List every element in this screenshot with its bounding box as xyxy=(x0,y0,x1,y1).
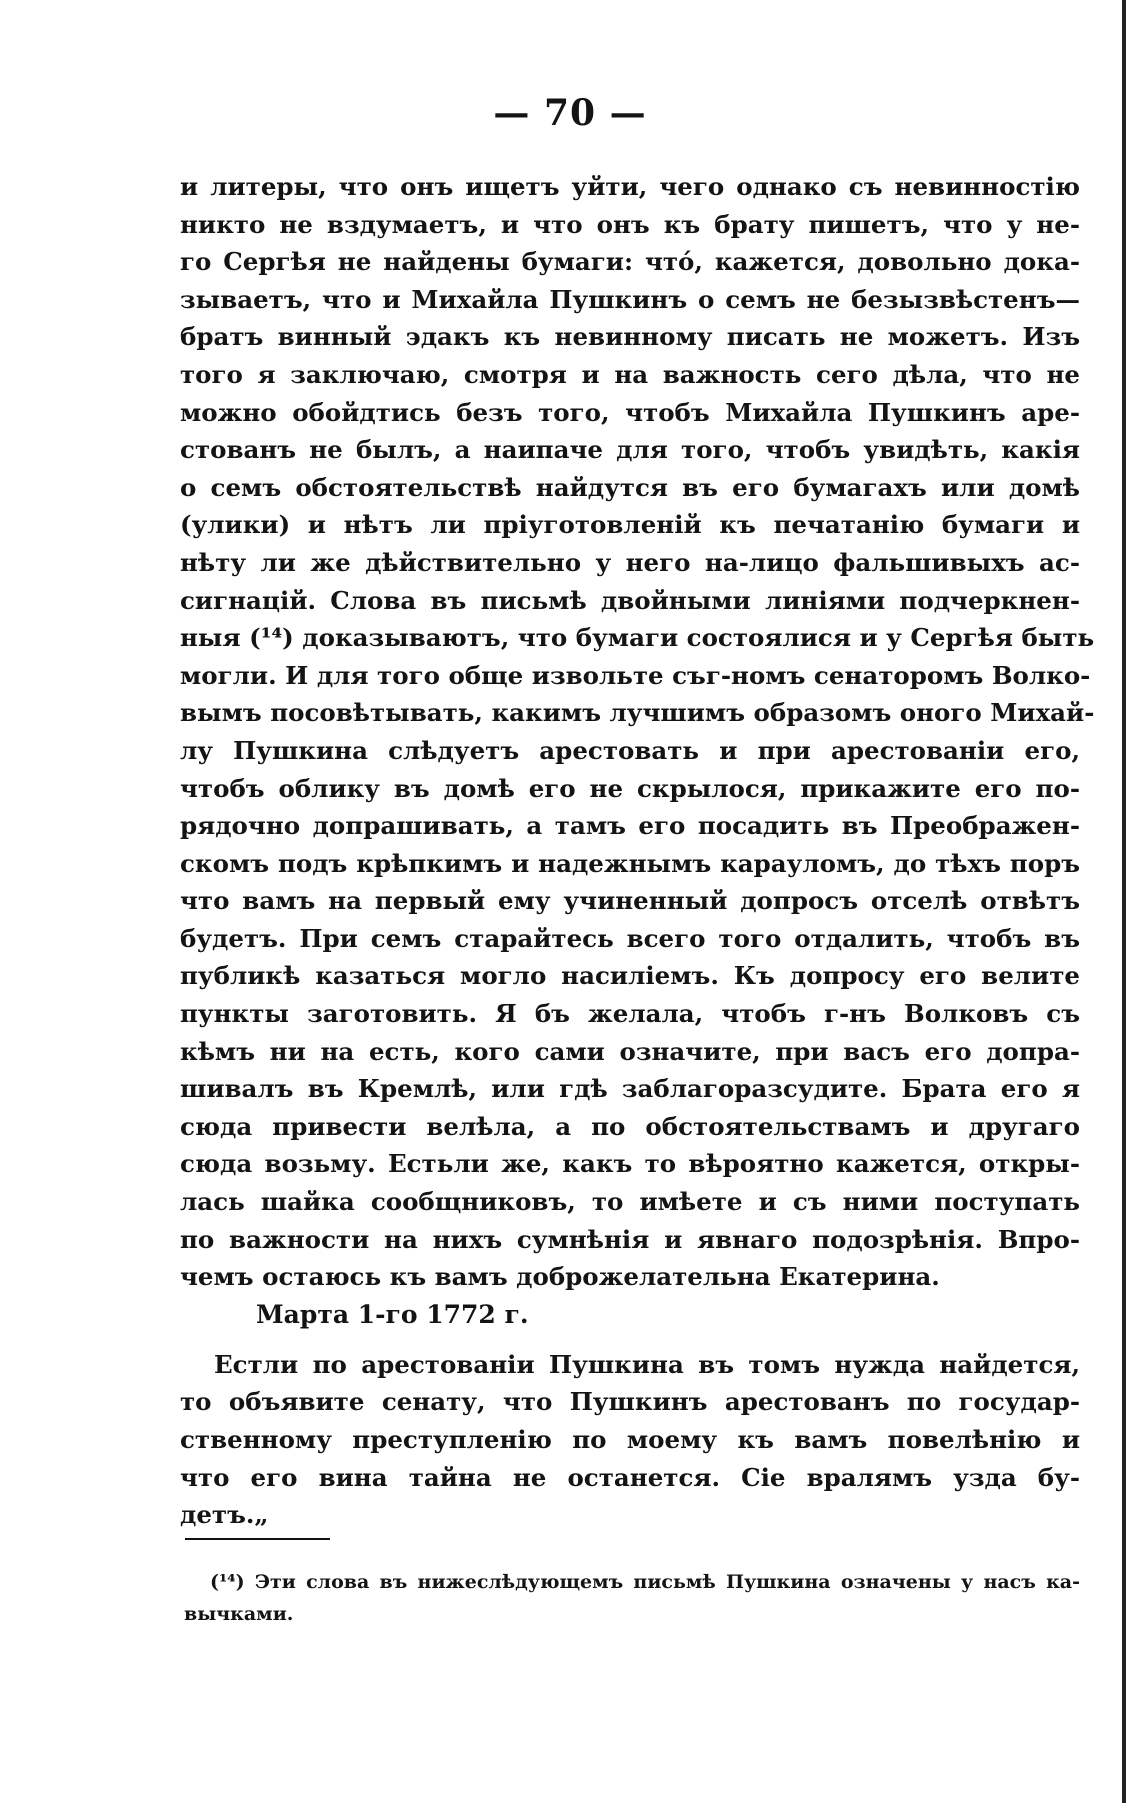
body-line: кѣмъ ни на есть, кого сами означите, при васъ его допра- xyxy=(180,1036,1080,1066)
body-line: можно обойдтись безъ того, чтобъ Михайла Пушкинъ аре- xyxy=(180,397,1080,427)
body-line: и литеры, что онъ ищетъ уйти, чего однако съ невинностію xyxy=(180,172,1080,201)
footnote xyxy=(184,1566,1080,1630)
body-line: лу Пушкина слѣдуетъ арестовать и при арестованіи его, xyxy=(180,735,1080,765)
footnote-line: вычками. xyxy=(184,1603,294,1625)
postscript-line: то объявите сенату, что Пушкинъ арестованъ по государ- xyxy=(180,1387,1080,1417)
body-line: того я заключаю, смотря и на важность сего дѣла, что не xyxy=(180,359,1080,389)
body-line: рядочно допрашивать, а тамъ его посадить въ Преображен- xyxy=(180,811,1080,841)
body-line: что вамъ на первый ему учиненный допросъ отселѣ отвѣтъ xyxy=(180,886,1080,916)
body-line: пункты заготовить. Я бъ желала, чтобъ г-нъ Волковъ съ xyxy=(180,999,1080,1029)
body-line: сюда привести велѣла, а по обстоятельствамъ и другаго xyxy=(180,1111,1080,1141)
body-line: будетъ. При семъ старайтесь всего того отдалить, чтобъ въ xyxy=(180,923,1080,953)
body-line: шивалъ въ Кремлѣ, или гдѣ заблагоразсудите. Брата его я xyxy=(180,1074,1080,1104)
body-line: скомъ подъ крѣпкимъ и надежнымъ карауломъ, до тѣхъ поръ xyxy=(180,848,1080,878)
body-line: зываетъ, что и Михайла Пушкинъ о семъ не безызвѣстенъ— xyxy=(180,284,1080,314)
body-line: братъ винный эдакъ къ невинному писать не можетъ. Изъ xyxy=(180,322,1080,352)
body-line: могли. И для того обще извольте съг-номъ сенаторомъ Волко- xyxy=(180,660,1091,690)
body-line: го Сергѣя не найдены бумаги: что́, кажется, довольно дока- xyxy=(180,247,1080,277)
body-line: чтобъ облику въ домѣ его не скрылося, прикажите его по- xyxy=(180,773,1080,803)
body-line: никто не вздумаетъ, и что онъ къ брату пишетъ, что у не- xyxy=(180,209,1080,239)
body-line: (улики) и нѣтъ ли пріуготовленій къ печатанію бумаги и xyxy=(180,510,1080,540)
body-line: вымъ посовѣтывать, какимъ лучшимъ образомъ оного Михай- xyxy=(180,698,1095,728)
body-line: лась шайка сообщниковъ, то имѣете и съ ними поступать xyxy=(180,1187,1080,1217)
footnote-rule xyxy=(185,1538,330,1540)
body-line: ныя (¹⁴) доказываютъ, что бумаги состоялися и у Сергѣя быть xyxy=(180,623,1095,653)
body-line: стованъ не былъ, а наипаче для того, чтобъ увидѣть, какія xyxy=(180,435,1080,465)
postscript xyxy=(180,1346,1080,1534)
postscript-line: детъ.„ xyxy=(180,1500,269,1530)
postscript-line: Естли по арестованіи Пушкина въ томъ нужда найдется, xyxy=(214,1349,1080,1379)
footnote-line: (¹⁴) Эти слова въ нижеслѣдующемъ письмѣ Пушкина означены у насъ ка- xyxy=(210,1571,1080,1593)
body-line: сигнацій. Слова въ письмѣ двойными линіями подчеркнен- xyxy=(180,585,1080,615)
body-line: сюда возьму. Естьли же, какъ то вѣроятно кажется, откры- xyxy=(180,1149,1080,1179)
body-line: нѣту ли же дѣйствительно у него на-лицо фальшивыхъ ас- xyxy=(180,547,1080,577)
postscript-line: что его вина тайна не останется. Сіе вралямъ узда бу- xyxy=(180,1462,1080,1492)
date-line: Марта 1-го 1772 г. xyxy=(256,1299,529,1329)
letter-text xyxy=(180,168,1095,1296)
body-line: о семъ обстоятельствѣ найдутся въ его бумагахъ или домѣ xyxy=(180,472,1080,502)
letter-body xyxy=(180,168,1095,1534)
page-edge-shadow xyxy=(1122,0,1126,1803)
postscript-line: ственному преступленію по моему къ вамъ повелѣнію и xyxy=(180,1425,1080,1454)
body-line: публикѣ казаться могло насиліемъ. Къ допросу его велите xyxy=(180,961,1080,991)
page-number: — 70 — xyxy=(493,92,647,134)
body-line: по важности на нихъ сумнѣнія и явнаго подозрѣнія. Впро- xyxy=(180,1224,1080,1254)
body-line: чемъ остаюсь къ вамъ доброжелательна Екатерина. xyxy=(180,1262,940,1292)
